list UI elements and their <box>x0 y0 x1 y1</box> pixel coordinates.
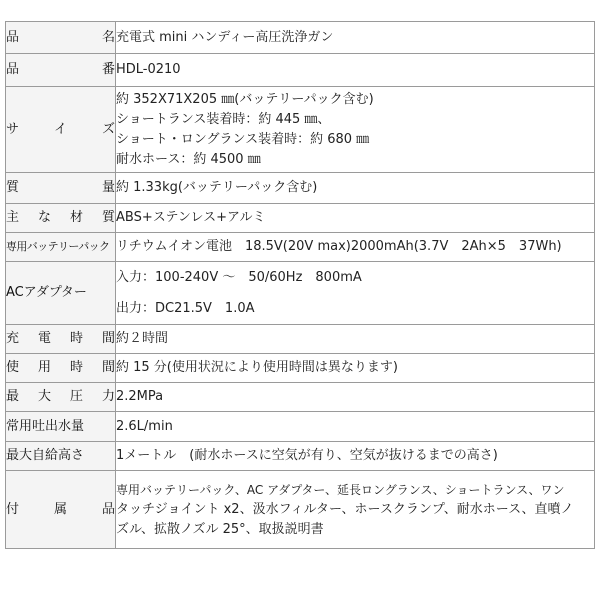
spec-value-line: ショート・ロングランス装着時：約 680 ㎜ <box>116 131 370 147</box>
spec-label-char: 大 <box>37 389 51 404</box>
spec-value <box>116 412 595 442</box>
spec-label <box>6 204 116 233</box>
spec-label-char: 使 <box>6 360 20 375</box>
spec-row <box>6 204 595 233</box>
spec-value-line: 耐水ホース：約 4500 ㎜ <box>116 151 261 167</box>
spec-value-line: 専用バッテリーパック、AC アダプター、延長ロングランス、ショートランス、ワン <box>116 482 565 497</box>
spec-value <box>116 262 595 325</box>
spec-row <box>6 87 595 173</box>
spec-label-char: 質 <box>6 180 20 195</box>
spec-label-char: 品 <box>6 29 20 45</box>
spec-label-char: 時 <box>69 360 83 375</box>
spec-label <box>6 383 116 412</box>
spec-value <box>116 22 595 54</box>
spec-label-text <box>6 28 115 48</box>
spec-label-char: 充 <box>6 331 20 346</box>
spec-label-char: 最大自給高さ <box>6 448 85 463</box>
spec-label <box>6 87 116 173</box>
spec-label <box>6 54 116 87</box>
spec-label-text <box>6 446 115 466</box>
spec-value <box>116 471 595 549</box>
spec-value <box>116 442 595 471</box>
spec-label-text <box>6 178 115 198</box>
spec-value-line: ABS+ステンレス+アルミ <box>116 210 266 225</box>
spec-label-char: 力 <box>101 389 115 404</box>
spec-label <box>6 325 116 354</box>
spec-label <box>6 22 116 54</box>
spec-label <box>6 233 116 262</box>
spec-label-char: 主 <box>6 210 20 225</box>
spec-label <box>6 354 116 383</box>
spec-row <box>6 173 595 204</box>
spec-label-text <box>6 208 115 228</box>
spec-value-line: ズル、拡散ノズル 25°、取扱説明書 <box>116 521 324 537</box>
spec-label <box>6 412 116 442</box>
spec-label <box>6 471 116 549</box>
spec-label-char: 品 <box>6 62 20 77</box>
spec-value <box>116 87 595 173</box>
spec-row <box>6 471 595 549</box>
spec-label <box>6 262 116 325</box>
spec-label-char: イ <box>53 121 67 137</box>
spec-row <box>6 383 595 412</box>
spec-label-char: 名 <box>101 29 115 45</box>
spec-label-text <box>6 358 115 378</box>
spec-value-line: 2.2MPa <box>116 389 164 404</box>
spec-label-text <box>6 60 115 80</box>
spec-value-line: リチウムイオン電池 18.5V(20V max)2000mAh(3.7V 2Ah×5 37Wh) <box>116 239 562 254</box>
spec-label-char: 付 <box>6 501 20 517</box>
spec-row <box>6 442 595 471</box>
spec-value <box>116 325 595 354</box>
spec-label-char: 質 <box>101 210 115 225</box>
spec-label <box>6 173 116 204</box>
spec-value-line: 出力：DC21.5V 1.0A <box>116 301 255 316</box>
spec-label <box>6 442 116 471</box>
spec-label-char: サ <box>6 121 20 137</box>
spec-value-line: 約２時間 <box>116 331 169 346</box>
spec-row <box>6 354 595 383</box>
spec-label-char: ズ <box>101 121 115 137</box>
spec-value-line: 充電式 mini ハンディー高圧洗浄ガン <box>116 29 334 45</box>
spec-label-char: 専用バッテリーパック <box>6 240 110 253</box>
spec-value-line: ショートランス装着時：約 445 ㎜、 <box>116 111 331 127</box>
spec-value-line: 約 352X71X205 ㎜(バッテリーパック含む) <box>116 91 374 107</box>
spec-row <box>6 233 595 262</box>
spec-row <box>6 262 595 325</box>
spec-row <box>6 412 595 442</box>
spec-label-char: 材 <box>69 210 83 225</box>
spec-value-line: 2.6L/min <box>116 418 173 434</box>
spec-label-char: 間 <box>101 360 115 375</box>
spec-label-char: 間 <box>101 331 115 346</box>
spec-value <box>116 54 595 87</box>
spec-value-line: 1メートル (耐水ホースに空気が有り、空気が抜けるまでの高さ) <box>116 448 498 463</box>
spec-label-char: 時 <box>69 331 83 346</box>
spec-label-text <box>6 283 115 303</box>
spec-value-line: HDL-0210 <box>116 62 181 77</box>
spec-label-char: 番 <box>101 62 115 77</box>
spec-label-char: 最 <box>6 389 20 404</box>
spec-label-text <box>6 120 115 140</box>
spec-label-char: な <box>37 210 51 225</box>
spec-label-char: 属 <box>53 501 67 517</box>
spec-label-char: 圧 <box>69 389 83 404</box>
spec-value-line: 入力：100-240V ～ 50/60Hz 800mA <box>116 270 362 285</box>
spec-label-char: 用 <box>37 360 51 375</box>
spec-value-line: 約 1.33kg(バッテリーパック含む) <box>116 180 318 195</box>
spec-label-char: 品 <box>101 501 115 517</box>
spec-value <box>116 383 595 412</box>
spec-label-text <box>6 500 115 520</box>
spec-label-char: ACアダプター <box>6 285 87 300</box>
spec-row <box>6 325 595 354</box>
spec-label-text <box>6 417 115 437</box>
spec-value <box>116 233 595 262</box>
spec-row <box>6 22 595 54</box>
spec-value-line: 約 15 分(使用状況により使用時間は異なります) <box>116 360 398 375</box>
spec-value-line: タッチジョイント x2、汲水フィルター、ホースクランプ、耐水ホース、直噴ノ <box>116 501 574 517</box>
spec-label-char: 電 <box>37 331 51 346</box>
spec-table-body <box>6 22 595 549</box>
spec-value <box>116 173 595 204</box>
spec-label-char: 量 <box>101 180 115 195</box>
spec-value <box>116 354 595 383</box>
spec-label-text <box>6 237 115 257</box>
spec-label-char: 常用吐出水量 <box>6 418 85 434</box>
spec-label-text <box>6 387 115 407</box>
spec-table <box>5 21 595 549</box>
spec-value <box>116 204 595 233</box>
spec-row <box>6 54 595 87</box>
spec-label-text <box>6 329 115 349</box>
